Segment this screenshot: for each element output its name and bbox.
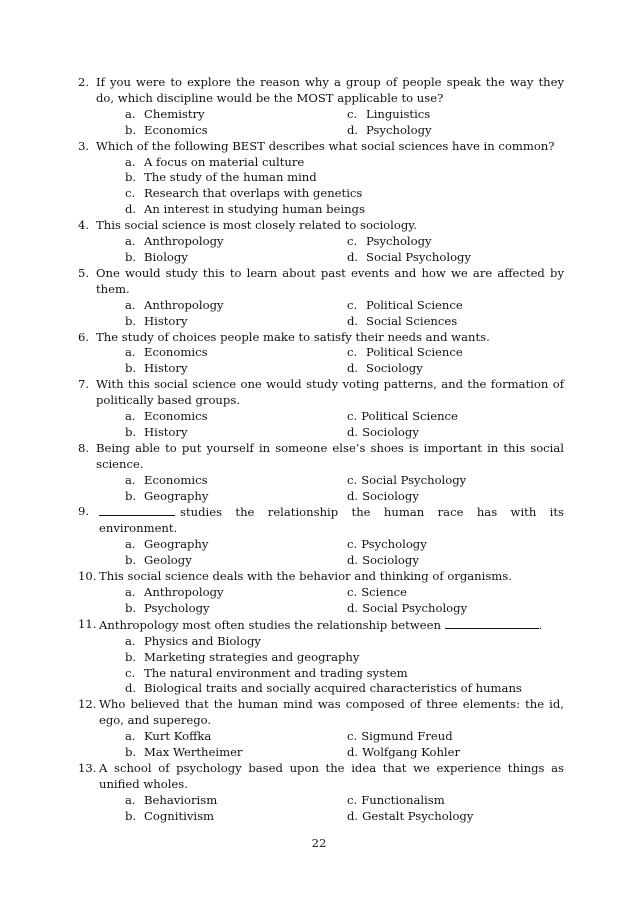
question-number: 2. — [78, 75, 90, 89]
question-stem — [96, 266, 564, 298]
question-9 — [78, 504, 564, 569]
answer-option — [347, 601, 564, 617]
option-letter: b. — [125, 122, 137, 137]
option-letter: c. — [347, 729, 358, 744]
question-row — [78, 330, 564, 346]
option-text: Marketing strategies and geography — [144, 649, 360, 664]
answer-option — [125, 186, 564, 202]
answer-options — [78, 234, 564, 266]
answer-option — [347, 537, 564, 553]
answer-option — [125, 681, 564, 697]
answer-option — [125, 202, 564, 218]
question-row — [78, 697, 564, 729]
answer-option — [347, 345, 564, 361]
question-number: 10. — [78, 569, 97, 584]
answer-option — [125, 585, 347, 601]
option-text: Anthropology — [144, 234, 224, 249]
option-letter: b. — [125, 424, 137, 439]
option-text: Social Psychology — [366, 249, 472, 264]
option-letter: d. — [347, 249, 359, 264]
option-text: Wolfgang Kohler — [362, 745, 461, 760]
option-letter: d. — [347, 600, 359, 615]
option-letter: c. — [347, 345, 358, 360]
question-text: If you were to explore the reason why a group of people speak the way they do, which discipline would be the MOST applicable to use? — [96, 75, 564, 105]
question-3 — [78, 139, 564, 219]
option-letter: b. — [125, 313, 137, 328]
page-number: 22 — [311, 836, 327, 850]
option-text: An interest in studying human beings — [144, 202, 365, 217]
option-letter: a. — [125, 633, 136, 648]
option-letter: a. — [125, 297, 136, 312]
option-letter: c. — [347, 585, 358, 599]
answer-option — [347, 489, 564, 505]
question-text-suffix: . — [538, 617, 543, 632]
option-text: Science — [361, 585, 408, 599]
answer-option — [125, 155, 564, 171]
question-text: Who believed that the human mind was composed of three elements: the id, ego, and superego. — [99, 697, 564, 728]
option-text: Sigmund Freud — [361, 729, 453, 744]
question-8 — [78, 441, 564, 505]
answer-option — [125, 170, 564, 186]
answer-option — [125, 666, 564, 682]
answer-options — [78, 473, 564, 505]
answer-option — [347, 793, 564, 809]
question-5 — [78, 266, 564, 330]
option-letter: b. — [125, 600, 137, 615]
answer-options — [78, 729, 564, 761]
question-stem — [96, 75, 564, 107]
answer-option — [125, 107, 347, 123]
option-letter: c. — [347, 234, 358, 249]
answer-option — [347, 425, 564, 441]
option-letter: a. — [125, 792, 136, 807]
question-row — [78, 75, 564, 107]
answer-option — [347, 234, 564, 250]
question-stem — [99, 504, 564, 537]
question-stem — [99, 761, 564, 793]
answer-options — [78, 298, 564, 330]
answer-option — [125, 314, 347, 330]
option-text: Research that overlaps with genetics — [144, 186, 363, 201]
option-letter: b. — [125, 170, 137, 185]
question-stem — [99, 697, 564, 729]
question-text: With this social science one would study voting patterns, and the formation of politically based groups. — [96, 377, 564, 408]
question-10 — [78, 569, 564, 617]
question-text: This social science is most closely related to sociology. — [96, 218, 417, 233]
option-letter: b. — [125, 488, 137, 503]
answer-option — [125, 298, 347, 314]
question-list — [78, 75, 564, 825]
option-text: Functionalism — [361, 792, 445, 807]
question-row — [78, 504, 564, 537]
answer-options — [78, 585, 564, 617]
answer-option — [125, 634, 564, 650]
option-letter: b. — [125, 553, 137, 568]
answer-option — [125, 793, 347, 809]
option-letter: a. — [125, 409, 136, 424]
option-letter: c. — [347, 792, 358, 807]
answer-option — [347, 409, 564, 425]
answer-option — [125, 234, 347, 250]
option-text: Psychology — [366, 122, 432, 137]
question-number: 5. — [78, 265, 90, 280]
option-letter: a. — [125, 234, 136, 249]
option-text: Economics — [144, 409, 208, 424]
answer-option — [347, 314, 564, 330]
option-letter: a. — [125, 154, 136, 169]
option-letter: d. — [347, 361, 359, 376]
option-text: Anthropology — [144, 585, 224, 599]
answer-option — [125, 123, 347, 139]
option-letter: c. — [347, 297, 358, 312]
option-letter: a. — [125, 537, 136, 552]
option-letter: b. — [125, 649, 137, 664]
option-text: A focus on material culture — [144, 154, 305, 169]
question-row — [78, 139, 564, 155]
option-text: Cognitivism — [144, 808, 215, 823]
option-letter: d. — [347, 745, 359, 760]
question-7 — [78, 377, 564, 441]
option-text: Biology — [144, 249, 188, 264]
option-text: Geology — [144, 553, 192, 568]
answer-option — [125, 729, 347, 745]
question-number: 4. — [78, 218, 90, 233]
question-number: 7. — [78, 377, 90, 392]
question-row — [78, 569, 564, 585]
answer-options — [78, 107, 564, 139]
option-text: Political Science — [361, 409, 458, 424]
question-stem — [96, 377, 564, 409]
answer-blank-line — [99, 504, 175, 516]
answer-option — [125, 537, 347, 553]
option-letter: d. — [347, 808, 359, 823]
option-text: Social Psychology — [362, 600, 468, 615]
option-letter: d. — [125, 681, 137, 696]
option-text: Linguistics — [366, 106, 431, 121]
question-row — [78, 617, 564, 634]
option-text: Economics — [144, 345, 208, 360]
option-text: Economics — [144, 472, 208, 487]
answer-blank-line — [445, 617, 539, 629]
option-text: Sociology — [366, 361, 423, 376]
option-text: Political Science — [366, 345, 463, 360]
option-letter: b. — [125, 745, 137, 760]
option-letter: d. — [125, 202, 137, 217]
question-number: 6. — [78, 329, 90, 344]
answer-option — [347, 473, 564, 489]
option-letter: d. — [347, 488, 359, 503]
option-text: Max Wertheimer — [144, 745, 243, 760]
question-text: Which of the following BEST describes what social sciences have in common? — [96, 138, 555, 153]
option-text: Physics and Biology — [144, 633, 261, 648]
option-text: Kurt Koffka — [144, 729, 212, 744]
option-text: Behaviorism — [144, 792, 218, 807]
question-stem — [96, 218, 564, 234]
option-text: Geography — [144, 537, 209, 552]
answer-option — [125, 250, 347, 266]
question-text: One would study this to learn about past events and how we are affected by them. — [96, 265, 564, 296]
answer-option — [347, 809, 564, 825]
option-text: Anthropology — [144, 297, 224, 312]
question-row — [78, 441, 564, 473]
option-letter: a. — [125, 345, 136, 360]
option-letter: a. — [125, 106, 136, 121]
question-text: The study of choices people make to satisfy their needs and wants. — [96, 329, 490, 344]
option-text: Psychology — [144, 600, 210, 615]
answer-option — [125, 745, 347, 761]
option-text: Political Science — [366, 297, 463, 312]
option-letter: d. — [347, 122, 359, 137]
option-letter: c. — [125, 665, 136, 680]
option-text: Social Sciences — [366, 313, 458, 328]
answer-options — [78, 345, 564, 377]
answer-option — [125, 489, 347, 505]
answer-option — [125, 809, 347, 825]
question-number: 9. — [78, 504, 90, 519]
answer-option — [347, 585, 564, 601]
option-text: History — [144, 424, 188, 439]
answer-option — [347, 250, 564, 266]
question-row — [78, 218, 564, 234]
answer-option — [347, 361, 564, 377]
option-text: Gestalt Psychology — [362, 808, 474, 823]
answer-option — [125, 601, 347, 617]
answer-option — [125, 553, 347, 569]
answer-option — [347, 729, 564, 745]
answer-options — [78, 793, 564, 825]
option-letter: c. — [125, 186, 136, 201]
answer-option — [125, 425, 347, 441]
option-letter: a. — [125, 729, 136, 744]
option-text: Social Psychology — [361, 472, 467, 487]
answer-option — [347, 745, 564, 761]
answer-options — [78, 155, 564, 219]
option-letter: c. — [347, 106, 358, 121]
question-stem — [96, 139, 564, 155]
question-11 — [78, 617, 564, 698]
question-number: 11. — [78, 616, 97, 631]
question-stem — [99, 569, 564, 585]
question-2 — [78, 75, 564, 139]
option-letter: b. — [125, 249, 137, 264]
option-letter: d. — [347, 313, 359, 328]
option-letter: d. — [347, 424, 359, 439]
option-letter: d. — [347, 553, 359, 568]
option-text: Sociology — [362, 488, 419, 503]
question-number: 13. — [78, 760, 97, 775]
option-letter: b. — [125, 361, 137, 376]
option-letter: c. — [347, 537, 358, 552]
answer-option — [347, 553, 564, 569]
question-text: Anthropology most often studies the relationship between — [99, 617, 441, 632]
question-stem — [96, 330, 564, 346]
answer-option — [347, 298, 564, 314]
option-text: Sociology — [362, 553, 419, 568]
question-text: A school of psychology based upon the idea that we experience things as unified wholes. — [99, 760, 564, 791]
question-text: studies the relationship the human race has with its environment. — [99, 505, 564, 536]
question-row — [78, 761, 564, 793]
answer-option — [125, 650, 564, 666]
option-letter: c. — [347, 409, 358, 424]
question-number: 3. — [78, 138, 90, 153]
question-text: Being able to put yourself in someone else’s shoes is important in this social science. — [96, 440, 564, 471]
question-6 — [78, 330, 564, 378]
option-text: The study of the human mind — [144, 170, 317, 185]
option-text: Chemistry — [144, 106, 205, 121]
answer-option — [347, 107, 564, 123]
option-text: History — [144, 313, 188, 328]
question-row — [78, 266, 564, 298]
answer-option — [125, 345, 347, 361]
question-number: 8. — [78, 440, 90, 455]
option-text: The natural environment and trading system — [144, 665, 408, 680]
question-13 — [78, 761, 564, 825]
question-stem — [99, 617, 564, 634]
question-row — [78, 377, 564, 409]
option-letter: c. — [347, 472, 358, 487]
question-number: 12. — [78, 697, 97, 712]
answer-option — [125, 361, 347, 377]
question-4 — [78, 218, 564, 266]
answer-option — [347, 123, 564, 139]
question-stem — [96, 441, 564, 473]
question-text: This social science deals with the behavior and thinking of organisms. — [99, 569, 512, 584]
option-text: Economics — [144, 122, 208, 137]
option-text: History — [144, 361, 188, 376]
answer-options — [78, 537, 564, 569]
answer-options — [78, 409, 564, 441]
answer-option — [125, 473, 347, 489]
question-12 — [78, 697, 564, 761]
answer-option — [125, 409, 347, 425]
option-letter: a. — [125, 585, 136, 599]
option-letter: b. — [125, 808, 137, 823]
answer-options — [78, 634, 564, 698]
option-letter: a. — [125, 472, 136, 487]
option-text: Psychology — [366, 234, 432, 249]
option-text: Psychology — [361, 537, 427, 552]
option-text: Geography — [144, 488, 209, 503]
option-text: Biological traits and socially acquired characteristics of humans — [144, 681, 522, 696]
option-text: Sociology — [362, 424, 419, 439]
